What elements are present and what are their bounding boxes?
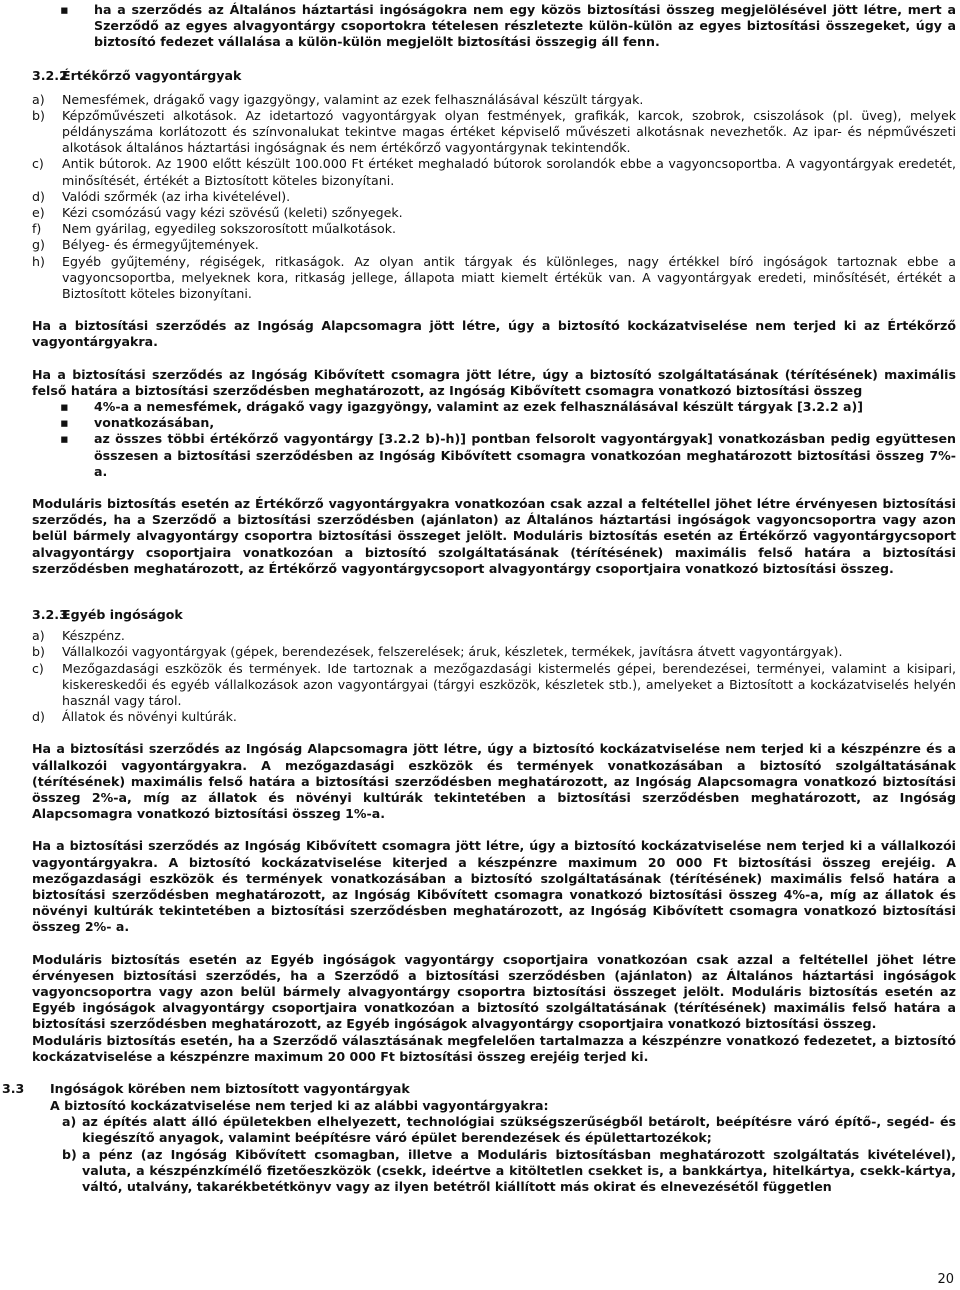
section-3-2-2-heading bbox=[32, 68, 956, 85]
section-3-3-intro: A biztosító kockázatviselése nem terjed ki az alábbi vagyontárgyakra: bbox=[50, 1097, 549, 1113]
list-item: c) Antik bútorok. Az 1900 előtt készült 100.000 Ft értéket meghaladó bútorok sorolandók ebbe a vagyoncsoportba. A vagyontárgyak eredetét, minősítését, értékét a Biztosított köteles bizonyítani. bbox=[32, 156, 956, 188]
paragraph: Moduláris biztosítás esetén az Egyéb ingóságok vagyontárgy csoportjaira vonatkozóan csak azzal a feltétellel jöhet létre érvényesen biztosítási szerződés, ha a Szerződő a biztosítási szerződésben (ajánlaton) az Általános háztartási ingóságok vagyoncsoportra vagy azon belül bármely alvagyontárgy csoportra biztosítási összeget jelölt. Moduláris biztosítás esetén az Egyéb ingóságok alvagyontárgy csoportjaira vonatkozóan a biztosító szolgáltatásának (térítésének) maximális felső határa a biztosítási szerződésben meghatározott, az Egyéb ingóságok alvagyontárgy csoportjaira vonatkozó biztosítási összeg. bbox=[32, 951, 956, 1032]
list-item: e) Kézi csomózású vagy kézi szövésű (keleti) szőnyegek. bbox=[32, 205, 403, 221]
list-item: c) Mezőgazdasági eszközök és termények. Ide tartoznak a mezőgazdasági kistermelés gépei, berendezései, terményei, valamint a kisipari, kiskereskedői és egyéb vállalkozások azon vagyontárgyai (tárgyi eszközök, készletek stb.), amelyeket a Biztosított a kockázatviselés helyén használ vagy tárol. bbox=[32, 660, 956, 708]
section-3-3-heading bbox=[2, 1081, 956, 1098]
section-3-2-3-heading bbox=[32, 607, 956, 624]
document-page bbox=[2, 2, 956, 1195]
list-item: ▪ vonatkozásában, bbox=[60, 415, 215, 431]
section-title: Értékőrző vagyontárgyak bbox=[62, 67, 242, 83]
list-item: h) Egyéb gyűjtemény, régiségek, ritkaságok. Az olyan antik tárgyak és különleges, nagy értékkel bíró ingóságok tartoznak ebbe a vagyoncsoportba, melyeknek kora, ritkaság jellege, állapota miatt kiemelt értékük van. A vagyontárgyak eredeti, minősítését, értékét a Biztosított köteles bizonyítani. bbox=[32, 253, 956, 302]
list-item: ▪ 4%-a a nemesfémek, drágakő vagy igazgyöngy, valamint az ezek felhasználásával készült tárgyak [3.2.2 a)] bbox=[60, 399, 863, 415]
section-number: 3.2.3 bbox=[32, 607, 68, 623]
page-number: 20 bbox=[937, 1271, 954, 1287]
list-item: ▪ az összes többi értékőrző vagyontárgy [3.2.2 b)-h)] pontban felsorolt vagyontárgyak] vonatkozásban pedig együttesen összesen a biztosítási szerződésben az Ingóság Kibővített csomagra vonatkozóan meghatározott biztosítási összeg 7%-a. bbox=[60, 431, 956, 479]
bullet-marker: ▪ bbox=[60, 2, 69, 17]
list-item: d) Valódi szőrmék (az irha kivételével). bbox=[32, 188, 291, 204]
section-title: Egyéb ingóságok bbox=[62, 607, 183, 623]
paragraph: Ha a biztosítási szerződés az Ingóság Kibővített csomagra jött létre, úgy a biztosító szolgáltatásának (térítésének) maximális felső határa a biztosítási szerződésben meghatározott, az Ingóság Kibővített csomagra vonatkozó biztosítási összeg bbox=[32, 366, 956, 398]
paragraph: Ha a biztosítási szerződés az Ingóság Kibővített csomagra jött létre, úgy a biztosító kockázatviselése nem terjed ki a vállalkozói vagyontárgyakra. A biztosító kockázatviselése kiterjed a készpénzre maximum 20 000 Ft biztosítási összeg erejéig. A mezőgazdasági eszközök és termények vonatkozásában a biztosító szolgáltatásának (térítésének) maximális felső határa a biztosítási szerződésben meghatározott, az Ingóság Kibővített csomagra vonatkozó biztosítási összeg 4%-a, míg az állatok és növényi kultúrák tekintetében a biztosítási szerződésben meghatározott, az Ingóság Kibővített csomagra vonatkozó biztosítási összeg 2%- a. bbox=[32, 838, 956, 935]
paragraph: Ha a biztosítási szerződés az Ingóság Alapcsomagra jött létre, úgy a biztosító kockázatviselése nem terjed ki a készpénzre és a vállalkozói vagyontárgyakra. A mezőgazdasági eszközök és termények vonatkozásában a biztosító szolgáltatásának (térítésének) maximális felső határa a biztosítási szerződésben meghatározott, az Ingóság Alapcsomagra vonatkozó biztosítási összeg 2%-a, míg az állatok és növényi kultúrák tekintetében a biztosítási szerződésben meghatározott, az Ingóság Alapcsomagra vonatkozó biztosítási összeg 1%-a. bbox=[32, 741, 956, 822]
list-item: f) Nem gyárilag, egyedileg sokszorosított műalkotások. bbox=[32, 221, 397, 237]
list-item: b) Képzőművészeti alkotások. Az idetartozó vagyontárgyak olyan festmények, grafikák, karcok, szobrok, csiszolások (pl. üveg), melyek példányszáma korlátozott és színvonalukat tekintve magas értéket képviselő művészeti alkotásnak nevezhetők. Az ipar- és népművészeti alkotások általános háztartási ingóságnak és nem értékőrző vagyontárgynak tekintendők. bbox=[32, 107, 956, 156]
paragraph: Moduláris biztosítás esetén az Értékőrző vagyontárgyakra vonatkozóan csak azzal a feltétellel jöhet létre érvényesen biztosítási szerződés, ha a Szerződő a biztosítási szerződésben (ajánlaton) az Általános háztartási ingóságok vagyoncsoportra vagy azon belül bármely alvagyontárgy csoportra biztosítási összeget jelölt. Moduláris biztosítás esetén az Értékőrző vagyontárgycsoport alvagyontárgy csoportjaira vonatkozóan a biztosító szolgáltatásának (térítésének) maximális felső határa a biztosítási szerződésben meghatározott, az Értékőrző vagyontárgycsoport alvagyontárgy csoportjaira vonatkozó biztosítási összeg. bbox=[32, 496, 956, 576]
list-item: d) Állatok és növényi kultúrák. bbox=[32, 709, 237, 725]
list-item: b) Vállalkozói vagyontárgyak (gépek, berendezések, felszerelések; áruk, készletek, termékek, javításra átvett vagyontárgyak). bbox=[32, 644, 843, 660]
list-item: a) Készpénz. bbox=[32, 628, 125, 644]
section-3-2-3-list bbox=[32, 628, 956, 725]
list-item: a) az építés alatt álló épületekben elhelyezett, technológiai szükségszerűségből betárolt, beépítésre váró építő-, segéd- és kiegészítő anyagok, valamint beépítésre váró épület berendezések és épülettartozékok; bbox=[62, 1114, 956, 1146]
paragraph: Ha a biztosítási szerződés az Ingóság Alapcsomagra jött létre, úgy a biztosító kockázatviselése nem terjed ki az Értékőrző vagyontárgyakra. bbox=[32, 318, 956, 350]
section-title: Ingóságok körében nem biztosított vagyontárgyak bbox=[50, 1080, 410, 1096]
section-number: 3.2.2 bbox=[32, 67, 68, 83]
list-item: b) a pénz (az Ingóság Kibővített csomagban, illetve a Moduláris biztosításban meghatározott szolgáltatás kivételével), valuta, a készpénzkímélő fizetőeszközök (csekk, ideértve a kitöltetlen csekket is, a bankkártya, hitelkártya, csekk-kártya, váltó, utalvány, takarékbetétkönyv vagy az ilyen betétről kiállított más okirat és elnevezésétől független bbox=[62, 1146, 956, 1194]
section-number: 3.3 bbox=[2, 1080, 25, 1096]
paragraph: Moduláris biztosítás esetén, ha a Szerződő választásának megfelelően tartalmazza a készpénzre vonatkozó fedezetet, a biztosító kockázatviselése a készpénzre maximum 20 000 Ft biztosítási összeg erejéig terjed ki. bbox=[32, 1032, 956, 1064]
top-bullet-text: ha a szerződés az Általános háztartási ingóságokra nem egy közös biztosítási összeg megjelölésével jött létre, mert a Szerződő az egyes alvagyontárgy csoportokra tételesen részletezte külön-külön az egyes biztosítási összegeket, úgy a biztosító fedezet vállalása a külön-külön megjelölt biztosítási összegig áll fenn. bbox=[94, 2, 956, 50]
list-item: a) Nemesfémek, drágakő vagy igazgyöngy, valamint az ezek felhasználásával készült tárgyak. bbox=[32, 91, 644, 107]
section-3-2-2-list bbox=[32, 92, 956, 303]
top-bullet bbox=[32, 2, 956, 51]
list-item: g) Bélyeg- és érmegyűjtemények. bbox=[32, 237, 259, 253]
